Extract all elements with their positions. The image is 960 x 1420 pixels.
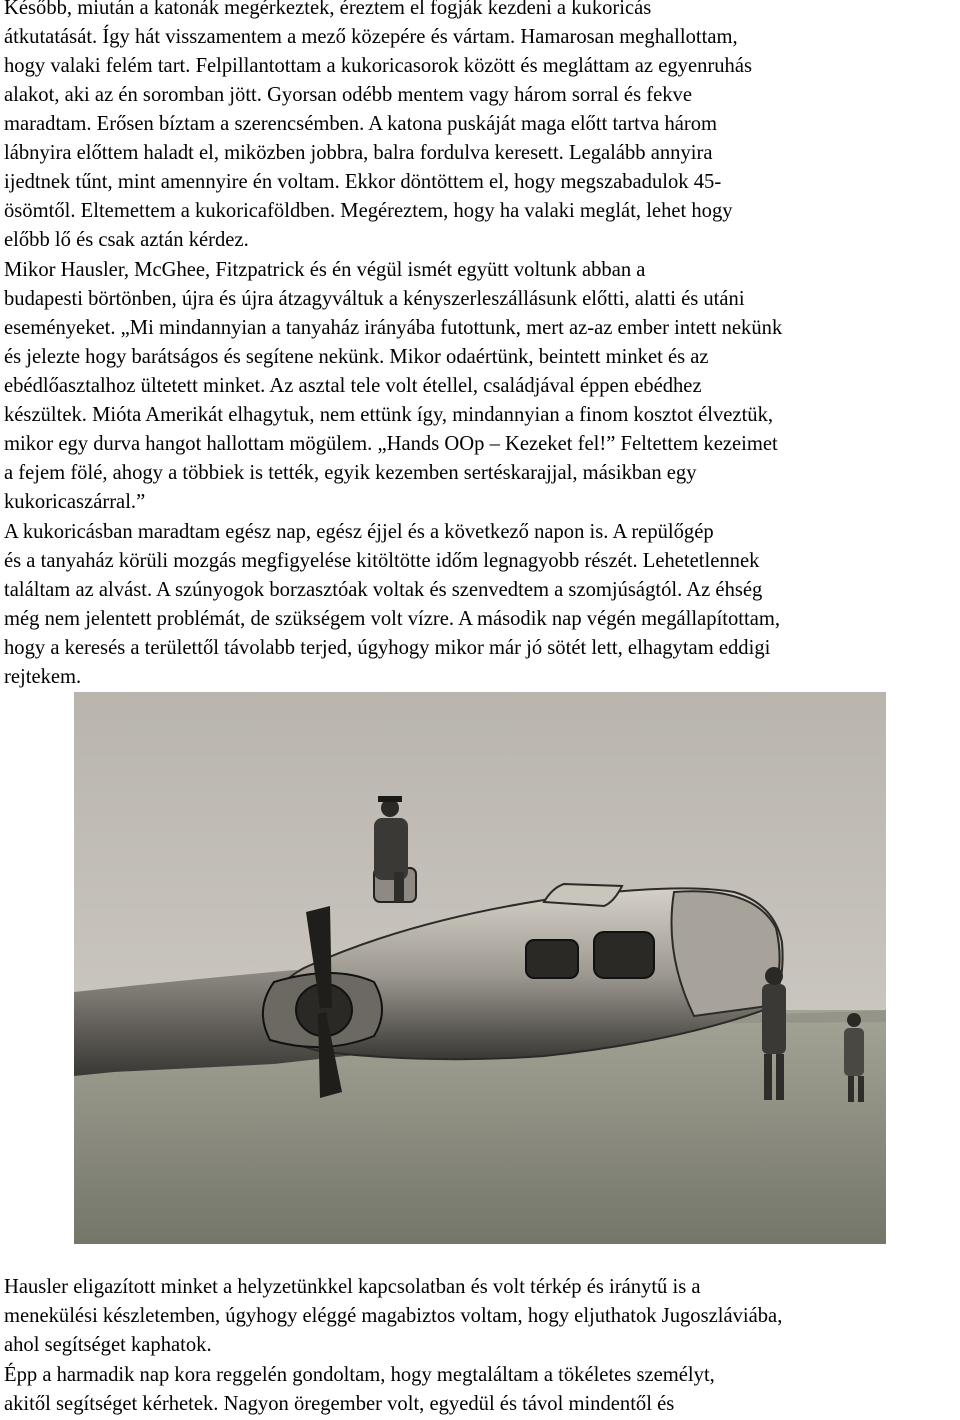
- text-line: menekülési készletemben, úgyhogy eléggé magabiztos voltam, hogy eljuthatok Jugoszláviába,: [4, 1305, 783, 1327]
- aircraft-window: [526, 940, 578, 978]
- text-line: ijedtnek tűnt, mint amennyire én voltam. Ekkor döntöttem el, hogy megszabadulok 45-: [4, 171, 722, 193]
- aircraft-cockpit: [544, 884, 622, 906]
- text-line: alakot, aki az én soromban jött. Gyorsan odébb mentem vagy három sorral és fekve: [4, 84, 692, 106]
- text-line: átkutatását. Így hát visszamentem a mező közepére és vártam. Hamarosan meghallottam,: [4, 26, 738, 48]
- text-line: Mikor Hausler, McGhee, Fitzpatrick és én végül ismét együtt voltunk abban a: [4, 259, 646, 281]
- text-line: A kukoricásban maradtam egész nap, egész éjjel és a következő napon is. A repülőgép: [4, 521, 714, 543]
- soldier-leg: [394, 872, 404, 902]
- text-line: budapesti börtönben, újra és újra átzagyváltuk a kényszerleszállásunk előtti, alatti és utáni: [4, 288, 745, 310]
- aircraft-photo: [74, 692, 886, 1244]
- text-line: akitől segítséget kérhetek. Nagyon öregember volt, egyedül és távol mindentől és: [4, 1393, 675, 1415]
- soldier-leg: [848, 1076, 854, 1102]
- aircraft-photo-drawing: [74, 692, 886, 1244]
- text-line: Épp a harmadik nap kora reggelén gondoltam, hogy megtaláltam a tökéletes személyt,: [4, 1364, 715, 1386]
- soldier-on-aircraft: [374, 818, 408, 880]
- soldier-head: [847, 1013, 861, 1027]
- text-line: ebédlőasztalhoz ültetett minket. Az asztal tele volt étellel, családjával éppen ebédhez: [4, 375, 702, 397]
- soldier-leg: [858, 1076, 864, 1102]
- text-line: a fejem fölé, ahogy a többiek is tették, egyik kezemben sertéskarajjal, másikban egy: [4, 462, 697, 484]
- soldier-hat: [378, 796, 402, 802]
- text-line: ahol segítséget kaphatok.: [4, 1334, 212, 1356]
- text-line: készültek. Mióta Amerikát elhagytuk, nem ettünk így, mindannyian a finom kosztot élveztük,: [4, 404, 774, 426]
- text-line: előbb lő és csak aztán kérdez.: [4, 229, 249, 251]
- text-line: maradtam. Erősen bíztam a szerencsémben. A katona puskáját maga előtt tartva három: [4, 113, 718, 135]
- text-line: kukoricaszárral.”: [4, 491, 146, 513]
- text-line: mikor egy durva hangot hallottam mögülem. „Hands OOp – Kezeket fel!” Feltettem kezeimet: [4, 433, 778, 455]
- soldier-standing: [762, 984, 786, 1054]
- soldier-leg: [764, 1054, 772, 1100]
- soldier-head: [765, 967, 783, 985]
- text-line: eseményeket. „Mi mindannyian a tanyaház irányába futottunk, mert az-az ember intett nekünk: [4, 317, 783, 339]
- text-line: és a tanyaház körüli mozgás megfigyelése kitöltötte időm legnagyobb részét. Lehetetlennek: [4, 550, 760, 572]
- text-line: lábnyira előttem haladt el, miközben jobbra, balra fordulva keresett. Legalább annyira: [4, 142, 713, 164]
- aircraft-window: [594, 932, 654, 978]
- text-line: találtam az alvást. A szúnyogok borzasztóak voltak és szenvedtem a szomjúságtól. Az éhség: [4, 579, 763, 601]
- text-line: hogy a keresés a területtől távolabb terjed, úgyhogy mikor már jó sötét lett, elhagytam eddigi: [4, 637, 771, 659]
- text-line: Hausler eligazított minket a helyzetünkkel kapcsolatban és volt térkép és iránytű is a: [4, 1276, 701, 1298]
- soldier-leg: [776, 1054, 784, 1100]
- soldier-distant: [844, 1028, 864, 1076]
- text-line: hogy valaki felém tart. Felpillantottam a kukoricasorok között és megláttam az egyenruhás: [4, 55, 753, 77]
- text-line: ösömtől. Eltemettem a kukoricaföldben. Megéreztem, hogy ha valaki meglát, lehet hogy: [4, 200, 733, 222]
- text-line: Később, miután a katonák megérkeztek, éreztem el fogják kezdeni a kukoricás: [4, 0, 652, 19]
- text-line: még nem jelentett problémát, de szükségem volt vízre. A második nap végén megállapítottam,: [4, 608, 781, 630]
- text-line: és jelezte hogy barátságos és segítene nekünk. Mikor odaértünk, beintett minket és az: [4, 346, 709, 368]
- text-line: rejtekem.: [4, 666, 82, 688]
